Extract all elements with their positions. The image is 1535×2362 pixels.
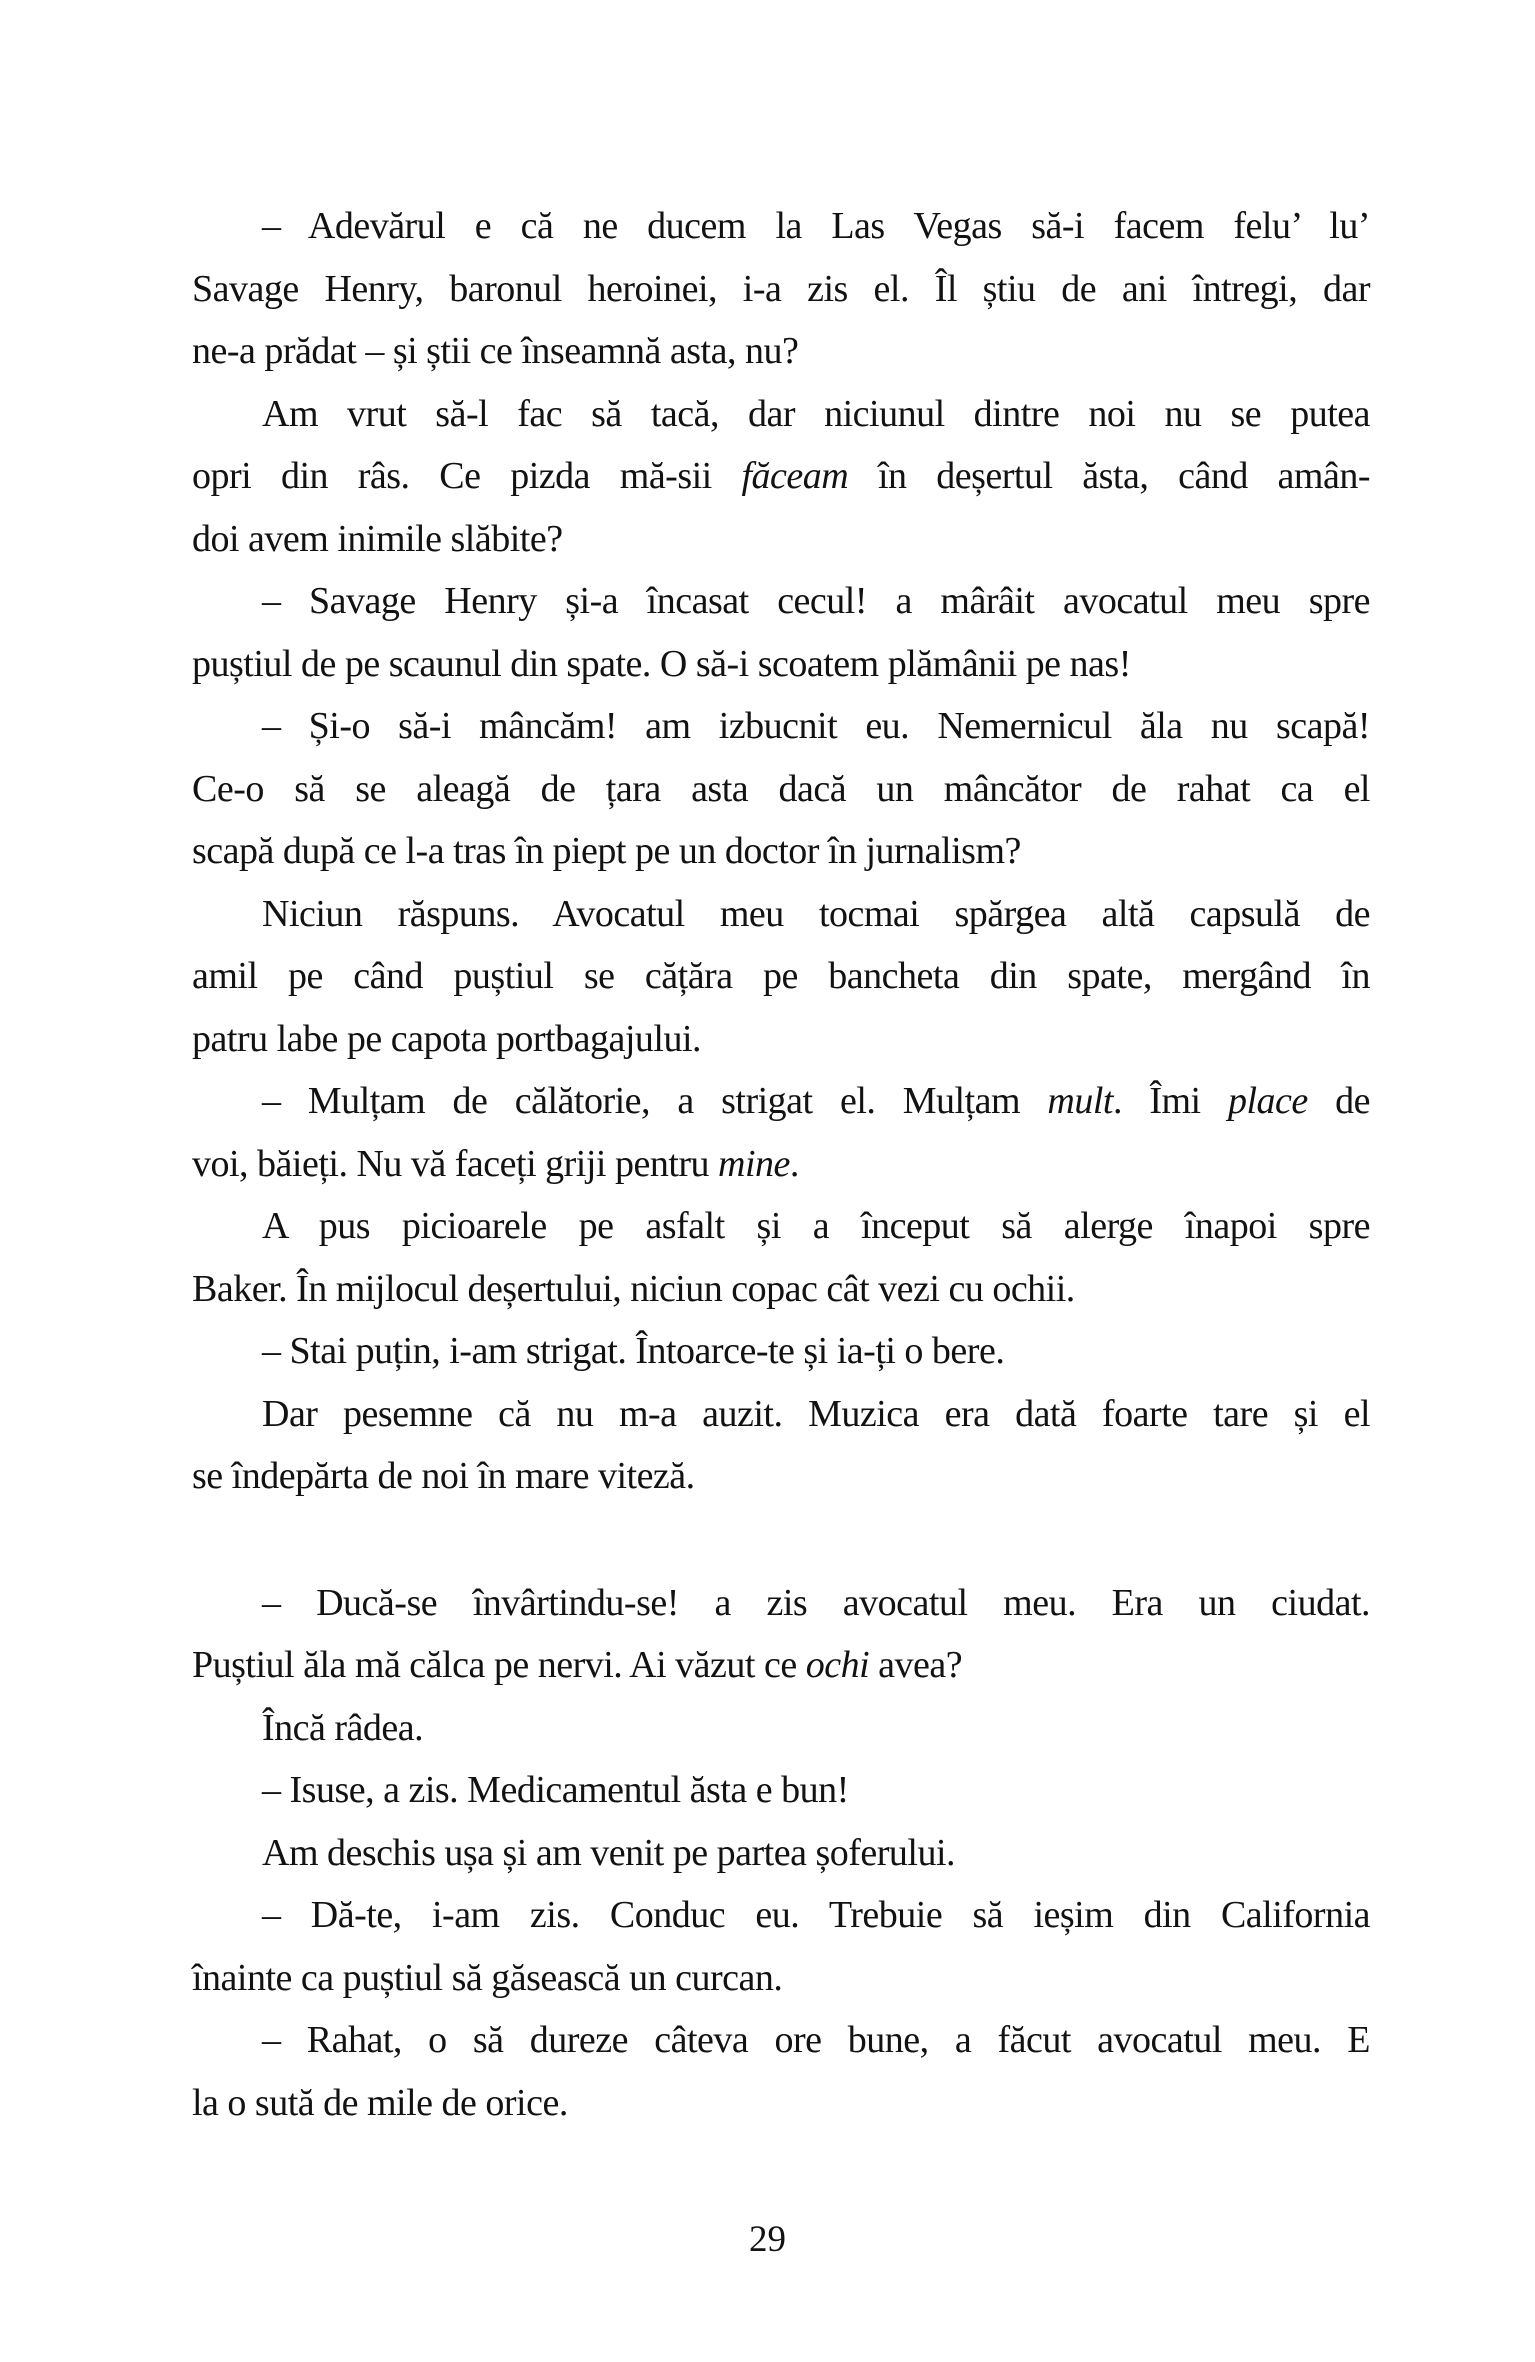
text-line — [192, 258, 1370, 321]
text-segment: – Ducă-se învârtindu-se! a zis avocatul meu. Era un ciudat. — [262, 1581, 1370, 1624]
text-segment: – Isuse, a zis. Medicamentul ăsta e bun! — [262, 1769, 849, 1811]
text-line — [192, 1947, 1370, 2010]
text-segment: . Îmi — [1112, 1080, 1228, 1122]
text-line — [192, 1320, 1370, 1383]
text-segment: – Mulțam de călătorie, a strigat el. Mulțam — [262, 1080, 1048, 1122]
text-line — [192, 2009, 1370, 2072]
text-line — [192, 1634, 1370, 1697]
text-segment: – Și-o să-i mâncăm! am izbucnit eu. Nemernicul ăla nu scapă! — [262, 705, 1370, 747]
italic-text-segment: făceam — [741, 455, 849, 497]
page-number: 29 — [749, 2219, 786, 2260]
text-segment: la o sută de mile de orice. — [192, 2081, 568, 2124]
text-line — [192, 820, 1370, 883]
text-line — [192, 195, 1370, 258]
text-segment: – Adevărul e că ne ducem la Las Vegas să-i facem felu’ lu’ — [262, 205, 1370, 247]
text-line — [192, 320, 1370, 383]
italic-text-segment: ochi — [805, 1644, 870, 1686]
page-text — [192, 195, 1370, 2134]
text-segment: înainte ca puștiul să găsească un curcan. — [192, 1956, 783, 1999]
text-line — [192, 633, 1370, 696]
text-segment: Ce-o să se aleagă de țara asta dacă un mâncător de rahat ca el — [192, 767, 1370, 810]
text-segment: Niciun răspuns. Avocatul meu tocmai spărgea altă capsulă de — [262, 892, 1370, 935]
text-line — [192, 570, 1370, 633]
text-segment: Dar pesemne că nu m-a auzit. Muzica era dată foarte tare și el — [262, 1392, 1370, 1435]
text-segment: patru labe pe capota portbagajului. — [192, 1017, 702, 1060]
text-segment: A pus picioarele pe asfalt și a început să alerge înapoi spre — [262, 1205, 1370, 1247]
text-segment: Încă râdea. — [262, 1706, 424, 1749]
text-segment: doi avem inimile slăbite? — [192, 517, 563, 560]
text-segment: se îndepărta de noi în mare viteză. — [192, 1455, 695, 1497]
text-line — [192, 883, 1370, 946]
text-line — [192, 1445, 1370, 1508]
text-segment: avea? — [869, 1644, 963, 1686]
text-segment: – Dă-te, i-am zis. Conduc eu. Trebuie să ieșim din California — [262, 1894, 1370, 1936]
text-line — [192, 1759, 1370, 1822]
italic-text-segment: mult — [1047, 1080, 1113, 1122]
text-line — [192, 445, 1370, 508]
text-line — [192, 1070, 1370, 1133]
text-segment: amil pe când puștiul se cățăra pe bancheta din spate, mergând în — [192, 955, 1370, 997]
italic-text-segment: place — [1227, 1080, 1308, 1122]
text-line — [192, 508, 1370, 571]
text-segment: Baker. În mijlocul deșertului, niciun copac cât vezi cu ochii. — [192, 1267, 1075, 1310]
text-segment: puștiul de pe scaunul din spate. O să-i scoatem plămânii pe nas! — [192, 642, 1131, 685]
text-segment: . — [789, 1142, 799, 1185]
text-line — [192, 1572, 1370, 1635]
text-line — [192, 1383, 1370, 1446]
text-segment: Puștiul ăla mă călca pe nervi. Ai văzut ce — [192, 1644, 806, 1686]
text-line — [192, 383, 1370, 446]
text-line — [192, 945, 1370, 1008]
text-line — [192, 1195, 1370, 1258]
text-segment: opri din râs. Ce pizda mă-sii — [192, 455, 742, 497]
text-segment: în deșertul ăsta, când amân- — [848, 455, 1371, 497]
text-line — [192, 1822, 1370, 1885]
italic-text-segment: mine — [718, 1142, 790, 1185]
text-segment: ne-a prădat – și știi ce înseamnă asta, nu? — [192, 330, 799, 372]
text-line — [192, 1008, 1370, 1071]
text-segment: – Savage Henry și-a încasat cecul! a mârâit avocatul meu spre — [262, 580, 1370, 622]
text-line — [192, 695, 1370, 758]
text-line — [192, 1258, 1370, 1321]
text-line — [192, 1884, 1370, 1947]
text-line — [192, 1697, 1370, 1760]
text-line — [192, 2072, 1370, 2135]
text-segment: – Rahat, o să dureze câteva ore bune, a făcut avocatul meu. E — [262, 2019, 1370, 2061]
text-segment: – Stai puțin, i-am strigat. Întoarce-te și ia-ți o bere. — [262, 1330, 1005, 1372]
text-segment: de — [1307, 1080, 1370, 1122]
text-segment: voi, băieți. Nu vă faceți griji pentru — [192, 1142, 719, 1185]
text-segment: scapă după ce l-a tras în piept pe un doctor în jurnalism? — [192, 830, 1021, 872]
text-segment: Am vrut să-l fac să tacă, dar niciunul dintre noi nu se putea — [262, 392, 1370, 435]
text-segment: Savage Henry, baronul heroinei, i-a zis el. Îl știu de ani întregi, dar — [192, 267, 1370, 310]
text-line — [192, 1133, 1370, 1196]
text-segment: Am deschis ușa și am venit pe partea șoferului. — [262, 1831, 956, 1874]
text-line — [192, 758, 1370, 821]
